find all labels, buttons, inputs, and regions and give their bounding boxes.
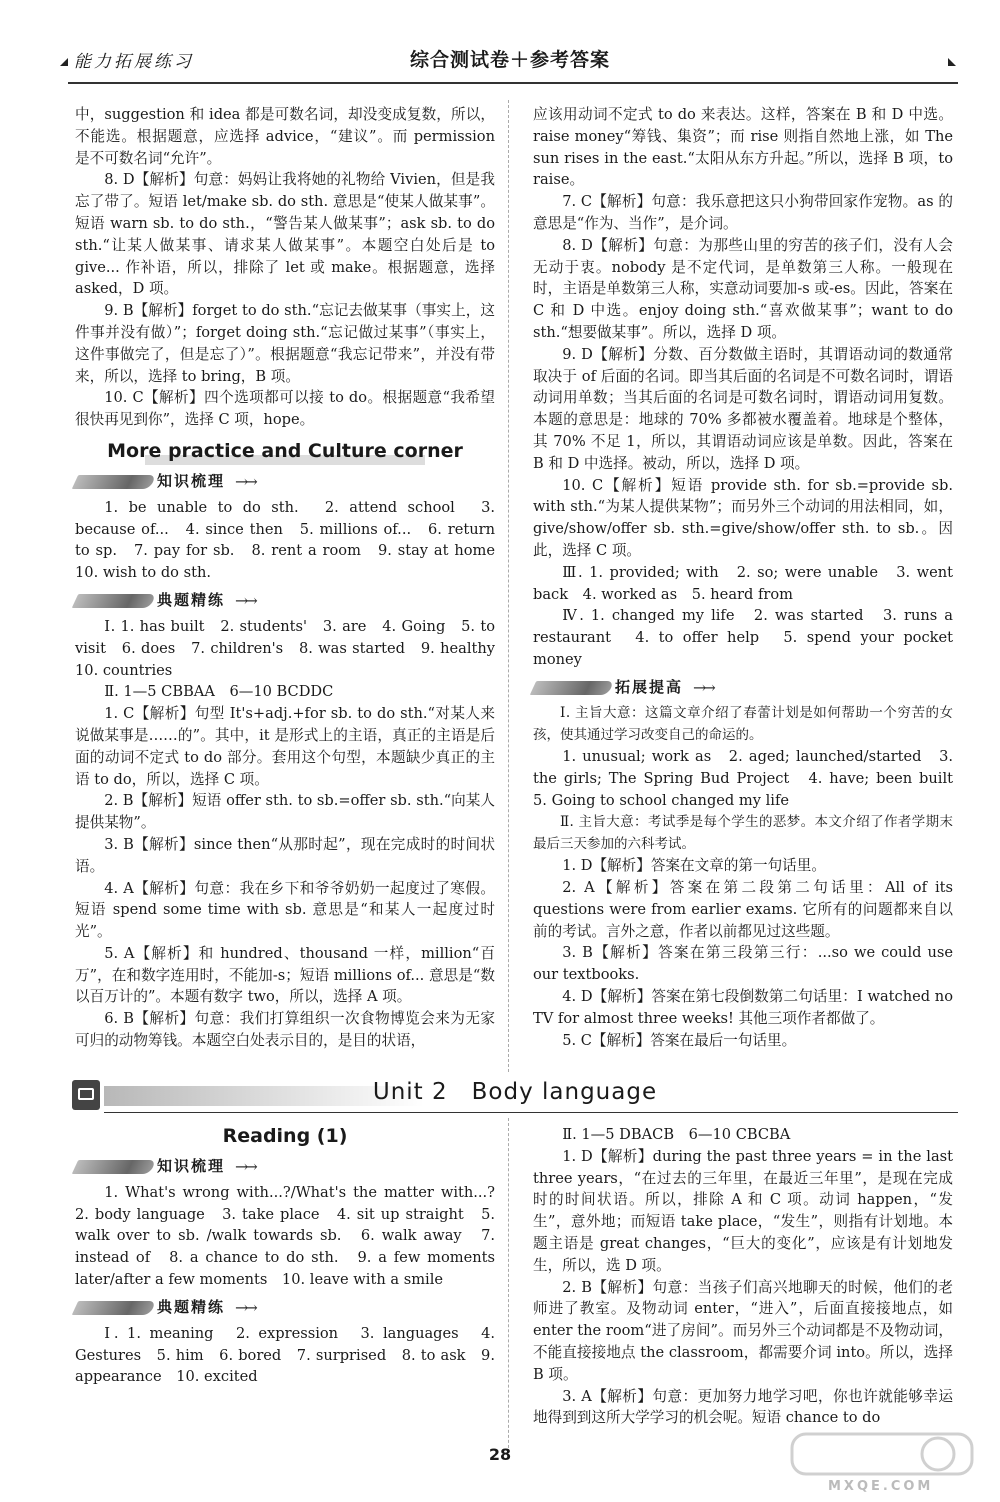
paragraph: 3. B【解析】答案在第三段第三行：...so we could use our textbooks. bbox=[533, 944, 953, 984]
paragraph: 1. unusual; work as 2. aged; launched/started 3. the girls; The Spring Bud Project 4. have; been built 5. Going to school changed my life bbox=[533, 748, 968, 809]
paragraph: Ⅲ. 1. provided; with 2. so; were unable 3. went back 4. worked as 5. heard from bbox=[533, 563, 953, 603]
paragraph: Ⅰ. 1. meaning 2. expression 3. languages 4. Gestures 5. him 6. bored 7. surprised 8. to ask 9. appearance 10. excited bbox=[75, 1324, 495, 1386]
paragraph: 2. B【解析】句意：当孩子们高兴地聊天的时候，他们的老师进了教室。及物动词 enter，“进入”，后面直接接地点，如 enter the room“进了房间”。而另外三个动词都是不及物动词，不能直接接地点 the classroom，都需要介词 into。所以，选择 B 项。 bbox=[533, 1278, 953, 1383]
brush-stroke-icon bbox=[72, 594, 157, 608]
paragraph: 10. C【解析】短语 provide sth. for sb.=provide sb. with sth.“为某人提供某物”；而另外三个动词的用法相同，如，give/show/offer sb. sth.=give/show/offer sth. to sb.。因此，选择 C 项。 bbox=[533, 476, 953, 559]
brush-stroke-icon bbox=[530, 681, 615, 695]
paragraph: 8. D【解析】句意：为那些山里的穷苦的孩子们，没有人会无动于衷。nobody 是不定代词，是单数第三人称。一般现在时，主语是单数第三人称，实意动词要加-s 或-es。因此，答案在 C 和 D 中选。enjoy doing sth.“喜欢做某事”；want to do sth.“想要做某事”。所以，选择 D 项。 bbox=[533, 236, 953, 341]
paragraph: 3. A【解析】句意：更加努力地学习吧，你也许就能够幸运地得到到这所大学学习的机会呢。短语 chance to do bbox=[533, 1387, 953, 1427]
paragraph: Ⅰ. 1. has built 2. students' 3. are 4. Going 5. to visit 6. does 7. children's 8. was started 9. healthy 10. countries bbox=[75, 617, 510, 679]
unit-rule bbox=[104, 1112, 958, 1113]
watermark-logo bbox=[788, 1428, 978, 1498]
unit-title: Unit 2 Body language bbox=[372, 1079, 658, 1105]
paragraph: Ⅱ. 1—5 DBACB 6—10 CBCBA bbox=[562, 1126, 791, 1143]
paragraph: 2. B【解析】短语 offer sth. to sb.=offer sb. sth.“向某人提供某物”。 bbox=[75, 792, 495, 832]
header-series-title: 能力拓展练习 bbox=[74, 52, 194, 72]
paragraph: 1. be unable to do sth. 2. attend school 3. because of... 4. since then 5. millions of... 6. return to sp. 7. pay for sb. 8. rent a room 9. stay at home 10. wish to do sth. bbox=[75, 498, 510, 582]
paragraph: 3. B【解析】since then“从那时起”，现在完成时的时间状语。 bbox=[75, 835, 495, 875]
section-tag: 拓展提高 →→ bbox=[533, 675, 953, 701]
arrow-icon: →→ bbox=[693, 677, 712, 697]
page-number: 28 bbox=[488, 1445, 512, 1464]
section-tag: 知识梳理 →→ bbox=[75, 1154, 495, 1180]
header-rule bbox=[68, 82, 958, 84]
brush-stroke-icon bbox=[72, 475, 157, 489]
unit-title-bar bbox=[72, 1080, 958, 1114]
paragraph: 9. B【解析】forget to do sth.“忘记去做某事（事实上，这件事并没有做）”；forget doing sth.“忘记做过某事”（事实上，这件事做完了，但是忘了）”。根据题意“我忘记带来”，并没有带来，所以，选择 to bring，B 项。 bbox=[75, 302, 495, 385]
paragraph: 8. D【解析】句意：妈妈让我将她的礼物给 Vivien，但是我忘了带了。短语 let/make sb. do sth. 意思是“使某人做某事”。短语 warn sb. to do sth.，“警告某人做某事”；ask sb. to do sth.“让某人做某事、请求某人做某事”。本题空白处后是 to give... 作补语，所以，排除了 let 或 make。根据题意，选择 asked，D 项。 bbox=[75, 171, 495, 298]
paragraph: 1. D【解析】during the past three years = in the last three years，“在过去的三年里，在最近三年里”，是现在完成时的时间状语。所以，排除 A 和 C 项。动词 happen，“发生”，意外地；而短语 take place，“发生”，则指有计划地。本题主语是 great changes，“巨大的变化”，应该是有计划地发生，所以，选 D 项。 bbox=[533, 1147, 953, 1274]
paragraph: Ⅰ. 主旨大意：这篇文章介绍了春蕾计划是如何帮助一个穷苦的女孩，使其通过学习改变自己的命运的。 bbox=[533, 704, 953, 743]
paragraph: 4. D【解析】答案在第七段倒数第二句话里：I watched no TV for almost three weeks! 其他三项作者都做了。 bbox=[533, 988, 953, 1027]
paragraph: 1. D【解析】答案在文章的第一句话里。 bbox=[562, 857, 826, 875]
right-column bbox=[533, 104, 968, 1051]
watermark-text: MXQE.COM bbox=[828, 1479, 934, 1494]
brush-stroke-icon bbox=[72, 1301, 157, 1315]
arrow-icon: →→ bbox=[235, 471, 254, 491]
paragraph: 7. C【解析】句意：我乐意把这只小狗带回家作宠物。as 的意思是“作为、当作”，是介词。 bbox=[533, 193, 953, 232]
paragraph: 2. A【解析】答案在第二段第二句话里：All of its questions were from earlier exams. 它所有的问题都来自以前的考试。言外之意，作者以前都见过这些题。 bbox=[533, 879, 953, 940]
section-tag: 知识梳理 →→ bbox=[75, 469, 495, 495]
header-book-title: 综合测试卷＋参考答案 bbox=[409, 49, 610, 71]
left-column bbox=[75, 104, 510, 1052]
column-divider bbox=[508, 1118, 509, 1458]
paragraph: 4. A【解析】句意：我在乡下和爷爷奶奶一起度过了寒假。短语 spend some time with sb. 意思是“和某人一起度过时光”。 bbox=[75, 879, 495, 941]
paragraph: 5. A【解析】和 hundred、thousand 一样，million“百万”，在和数字连用时，不能加-s；短语 millions of... 意思是“数以百万计的”。本题有数字 two，所以，选择 A 项。 bbox=[75, 944, 495, 1006]
arrow-icon: →→ bbox=[235, 591, 254, 611]
paragraph: 10. C【解析】四个选项都可以接 to do。根据题意“我希望很快再见到你”，选择 C 项，hope。 bbox=[75, 389, 495, 429]
bottom-right-column bbox=[533, 1124, 953, 1429]
paragraph: Ⅱ. 1—5 CBBAA 6—10 BCDDC bbox=[104, 683, 334, 701]
paragraph: 中，suggestion 和 idea 都是可数名词，却没变成复数，所以，不能选。根据题意，应选择 advice，“建议”。而 permission 是不可数名词“允许”。 bbox=[75, 106, 495, 167]
corner-mark-icon bbox=[948, 58, 956, 66]
running-header bbox=[60, 50, 960, 78]
section-title: More practice and Culture corner bbox=[75, 441, 495, 463]
paragraph: 9. D【解析】分数、百分数做主语时，其谓语动词的数通常取决于 of 后面的名词。即当其后面的名词是不可数名词时，谓语动词用单数；当其后面的名词是可数名词时，谓语动词用复数。本题的意思是：地球的 70% 多都被水覆盖着。地球是个整体，其 70% 不足 1，所以，其谓语动词应该是单数。因此，答案在 B 和 D 中选择。被动，所以，选择 D 项。 bbox=[533, 345, 953, 472]
paragraph: 5. C【解析】答案在最后一句话里。 bbox=[562, 1031, 797, 1049]
paragraph: 6. B【解析】句意：我们打算组织一次食物博览会来为无家可归的动物筹钱。本题空白处表示目的，是目的状语， bbox=[75, 1010, 495, 1050]
bottom-left-column bbox=[75, 1124, 510, 1388]
paragraph: 1. What's wrong with...?/What's the matter with...? 2. body language 3. take place 4. sit up straight 5. walk over to sb. /walk towards sb. 6. walk away 7. instead of 8. a chance to do sth. 9. a few moments later/after a few moments 10. leave with a smile bbox=[75, 1183, 510, 1288]
paragraph: Ⅳ. 1. changed my life 2. was started 3. runs a restaurant 4. to offer help 5. spend your pocket money bbox=[533, 607, 953, 668]
column-divider bbox=[508, 100, 509, 1072]
section-tag: 典题精练 →→ bbox=[75, 1295, 495, 1321]
watermark-icon bbox=[788, 1428, 978, 1478]
paragraph: Ⅱ. 主旨大意：考试季是每个学生的恶梦。本文介绍了作者学期末最后三天参加的六科考试。 bbox=[533, 813, 953, 852]
paragraph: 应该用动词不定式 to do 来表达。这样，答案在 B 和 D 中选。raise money“筹钱、集资”；而 rise 则指自然地上涨，如 The sun rises in the east.“太阳从东方升起。”所以，选择 B 项，to raise。 bbox=[533, 106, 953, 189]
section-tag: 典题精练 →→ bbox=[75, 588, 495, 614]
paragraph: 1. C【解析】句型 It's+adj.+for sb. to do sth.“对某人来说做某事是……的”。其中，it 是形式上的主语，真正的主语是后面的动词不定式 to do 部分。套用这个句型，本题缺少真正的主语 to do，所以，选择 C 项。 bbox=[75, 705, 495, 788]
arrow-icon: →→ bbox=[235, 1297, 254, 1317]
arrow-icon: →→ bbox=[235, 1156, 254, 1176]
brush-stroke-icon bbox=[72, 1160, 157, 1174]
section-title: Reading (1) bbox=[222, 1125, 348, 1147]
